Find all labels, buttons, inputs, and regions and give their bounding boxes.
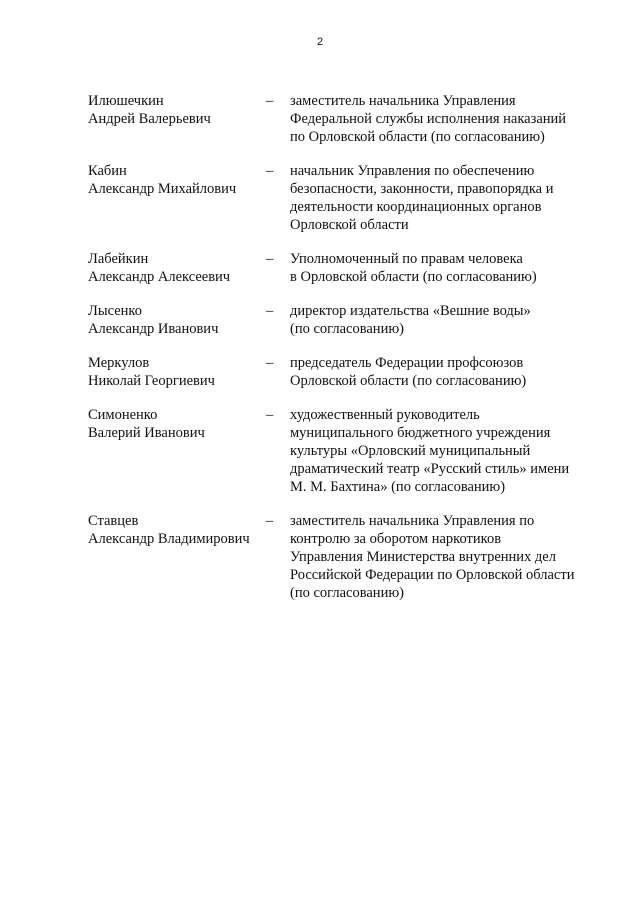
role-line: начальник Управления по обеспечению	[290, 163, 535, 179]
member-role	[290, 512, 600, 602]
dash-separator: –	[266, 163, 274, 179]
role-line: муниципального бюджетного учреждения	[290, 425, 551, 441]
role-line: художественный руководитель	[290, 407, 480, 423]
role-line: драматический театр «Русский стиль» имени	[290, 461, 570, 477]
member-name	[88, 92, 268, 128]
role-line: Орловской области	[290, 217, 409, 233]
member-surname: Илюшечкин	[88, 93, 164, 109]
dash-separator: –	[266, 407, 274, 423]
dash-separator: –	[266, 93, 274, 109]
list-item	[88, 250, 608, 286]
member-role	[290, 162, 600, 234]
role-line: председатель Федерации профсоюзов	[290, 355, 524, 371]
member-given-name: Андрей Валерьевич	[88, 111, 211, 127]
member-name	[88, 512, 268, 548]
role-line: деятельности координационных органов	[290, 199, 542, 215]
role-line: по Орловской области (по согласованию)	[290, 129, 545, 145]
member-surname: Симоненко	[88, 407, 158, 423]
member-given-name: Александр Михайлович	[88, 181, 237, 197]
role-line: заместитель начальника Управления	[290, 93, 516, 109]
list-item	[88, 512, 608, 602]
member-given-name: Александр Иванович	[88, 321, 219, 337]
member-surname: Лысенко	[88, 303, 142, 319]
member-role	[290, 354, 600, 390]
member-given-name: Николай Георгиевич	[88, 373, 215, 389]
member-role	[290, 92, 600, 146]
member-role	[290, 406, 600, 496]
member-given-name: Александр Владимирович	[88, 531, 250, 547]
role-line: безопасности, законности, правопорядка и	[290, 181, 554, 197]
role-line: М. М. Бахтина» (по согласованию)	[290, 479, 506, 495]
role-line: Управления Министерства внутренних дел	[290, 549, 556, 565]
member-name	[88, 354, 268, 390]
role-line: Орловской области (по согласованию)	[290, 373, 527, 389]
role-line: Российской Федерации по Орловской области	[290, 567, 575, 583]
member-role	[290, 302, 600, 338]
member-role	[290, 250, 600, 286]
role-line: Федеральной службы исполнения наказаний	[290, 111, 567, 127]
member-list	[88, 92, 608, 602]
member-surname: Меркулов	[88, 355, 150, 371]
member-given-name: Александр Алексеевич	[88, 269, 231, 285]
page-number: 2	[316, 36, 324, 48]
member-name	[88, 302, 268, 338]
member-given-name: Валерий Иванович	[88, 425, 205, 441]
role-line: Уполномоченный по правам человека	[290, 251, 523, 267]
role-line: культуры «Орловский муниципальный	[290, 443, 531, 459]
role-line: (по согласованию)	[290, 585, 404, 601]
member-surname: Кабин	[88, 163, 127, 179]
role-line: в Орловской области (по согласованию)	[290, 269, 537, 285]
role-line: заместитель начальника Управления по	[290, 513, 535, 529]
dash-separator: –	[266, 303, 274, 319]
member-surname: Лабейкин	[88, 251, 149, 267]
role-line: директор издательства «Вешние воды»	[290, 303, 531, 319]
member-name	[88, 250, 268, 286]
dash-separator: –	[266, 355, 274, 371]
member-name	[88, 406, 268, 442]
list-item	[88, 162, 608, 234]
list-item	[88, 354, 608, 390]
list-item	[88, 92, 608, 146]
role-line: контролю за оборотом наркотиков	[290, 531, 502, 547]
list-item	[88, 302, 608, 338]
dash-separator: –	[266, 513, 274, 529]
role-line: (по согласованию)	[290, 321, 404, 337]
dash-separator: –	[266, 251, 274, 267]
list-item	[88, 406, 608, 496]
member-surname: Ставцев	[88, 513, 139, 529]
member-name	[88, 162, 268, 198]
